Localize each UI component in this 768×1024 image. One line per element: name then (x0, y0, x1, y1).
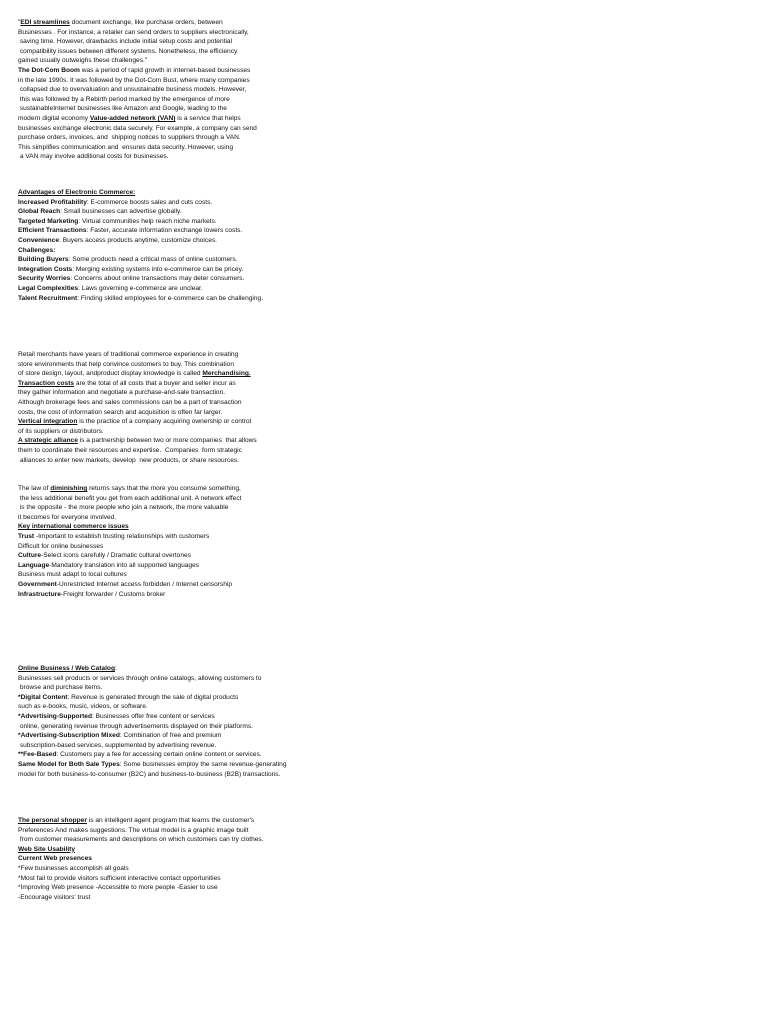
text-run: costs, the cost of information search and acquisition is often far larger. (18, 408, 223, 416)
text-run: online, generating revenue through advertisements displayed on their platforms. (18, 722, 253, 730)
heading-term: Web Site Usability (18, 845, 76, 853)
text-run: Retail merchants have years of traditional commerce experience in creating (18, 351, 239, 358)
text-line (18, 712, 318, 722)
text-line (18, 198, 318, 208)
text-run: : E-commerce boosts sales and cuts costs. (86, 198, 213, 206)
bold-term: Culture (18, 552, 42, 560)
text-run: it becomes for everyone involved. (18, 513, 117, 521)
text-run: : Some businesses employ the same revenue-generating (119, 760, 287, 768)
text-run: Although brokerage fees and sales commissions can be a part of transaction (18, 398, 242, 406)
text-line (18, 674, 318, 684)
text-run: : Businesses offer free content or services (92, 712, 215, 720)
text-line (18, 770, 318, 780)
text-line (18, 255, 318, 265)
text-line (18, 702, 318, 712)
heading-term: Value-added network (VAN) (89, 114, 176, 122)
text-run: is the opposite - the more people who join a network, the more valuable (18, 504, 229, 512)
text-line (18, 522, 318, 532)
text-run: is an intelligent agent program that learns the customer's (86, 817, 255, 824)
text-run: *Improving Web presence -Accessible to more people -Easier to use (18, 884, 218, 892)
text-line (18, 532, 318, 542)
bold-term: Talent Recruitment (18, 294, 78, 302)
text-line (18, 664, 318, 674)
text-line (18, 76, 318, 86)
bold-term: Same Model for Both Sale Types (18, 760, 120, 768)
text-run: them to coordinate their resources and expertise. Companies form strategic (18, 446, 242, 454)
text-run: Businesses . For instance, a retailer can send orders to suppliers electronically, (18, 28, 249, 36)
text-run: : Small businesses can advertise globally. (60, 208, 182, 216)
text-line (18, 246, 318, 256)
heading-term: diminishing (50, 485, 88, 492)
text-run: : Faster, accurate information exchange lowers costs. (86, 227, 243, 235)
section-merchandising-transaction-costs (18, 350, 318, 465)
text-line (18, 893, 318, 903)
text-run: -Important to establish trusting relationships with customers (34, 532, 210, 540)
text-line (18, 114, 318, 124)
text-run: alliances to enter new markets, develop new products, or share resources. (18, 456, 240, 464)
text-line (18, 436, 318, 446)
bold-term: Government (18, 580, 57, 588)
text-run: : Revenue is generated through the sale of digital products (67, 693, 239, 701)
text-run: Difficult for online businesses (18, 542, 104, 550)
text-line (18, 207, 318, 217)
text-run: saving time. However, drawbacks include initial setup costs and potential (18, 38, 233, 46)
text-run: : (114, 665, 117, 672)
text-line (18, 561, 318, 571)
bold-term: *Advertising-Supported (18, 712, 92, 720)
text-run: : Customers pay a fee for accessing certain online content or services. (56, 751, 262, 759)
text-run: -Select icons carefully / Dramatic cultural overtones (41, 552, 191, 560)
text-run: a VAN may involve additional costs for businesses. (18, 153, 169, 161)
bold-term: Efficient Transactions (18, 227, 87, 235)
text-line (18, 398, 318, 408)
bold-term: *Digital Content (18, 693, 68, 701)
text-run: such as e-books, music, videos, or software. (18, 703, 148, 711)
text-line (18, 503, 318, 513)
text-line (18, 152, 318, 162)
heading-term: Vertical integration (18, 418, 78, 426)
text-line (18, 265, 318, 275)
text-line (18, 226, 318, 236)
text-run: sustainableInternet businesses like Amazon and Google, leading to the (18, 105, 227, 113)
text-line (18, 95, 318, 105)
text-run: is the practice of a company acquiring ownership or control (77, 418, 252, 426)
heading-term: Merchandising. (202, 370, 251, 378)
text-run: *Few businesses accomplish all goals (18, 864, 129, 872)
text-line (18, 484, 318, 494)
heading-term: Advantages of Electronic Commerce: (18, 189, 136, 196)
text-run: collapsed due to overvaluation and unsustainable business models. However, (18, 86, 247, 94)
bold-term: The Dot-Com Boom (18, 66, 80, 74)
text-line (18, 37, 318, 47)
text-run: : Virtual communities help reach niche markets. (78, 217, 217, 225)
text-run: Businesses sell products or services through online catalogs, allowing customers to (18, 674, 262, 682)
bold-term: *Advertising-Subscription Mixed (18, 732, 120, 740)
text-run: the less additional benefit you get from each additional unit. A network effect (18, 494, 242, 502)
text-line (18, 379, 318, 389)
text-line (18, 513, 318, 523)
text-line (18, 590, 318, 600)
text-line (18, 85, 318, 95)
text-run: : Combination of free and premium (119, 732, 222, 740)
heading-term: EDI streamlines (20, 19, 70, 26)
text-line (18, 816, 318, 826)
text-line (18, 731, 318, 741)
text-line (18, 350, 318, 360)
section-ecommerce-advantages (18, 188, 318, 303)
text-line (18, 388, 318, 398)
bold-term: Convenience (18, 236, 60, 244)
text-line (18, 360, 318, 370)
heading-term: Key international commerce issues (18, 523, 129, 531)
text-line (18, 570, 318, 580)
text-run: : Some products need a critical mass of online customers. (68, 256, 238, 264)
text-line (18, 284, 318, 294)
text-run: " (18, 19, 21, 26)
text-line (18, 580, 318, 590)
text-run: purchase orders, invoices, and shipping notices to suppliers through a VAN. (18, 134, 241, 142)
text-line (18, 133, 318, 143)
text-line (18, 683, 318, 693)
bold-term: Security Worries (18, 275, 71, 283)
text-line (18, 274, 318, 284)
text-run: The law of (18, 485, 51, 492)
text-line (18, 143, 318, 153)
text-line (18, 18, 318, 28)
text-run: browse and purchase items. (18, 684, 103, 692)
text-run: returns says that the more you consume something, (87, 485, 241, 492)
text-run: -Mandatory translation into all supported languages (49, 561, 200, 569)
text-run: *Most fail to provide visitors sufficient interactive contact opportunities (18, 874, 221, 882)
text-run: of store design, layout, andproduct display knowledge is called (18, 370, 203, 378)
text-run: : Buyers access products anytime, customize choices. (59, 236, 217, 244)
text-line (18, 236, 318, 246)
bold-term: **Fee-Based (18, 751, 57, 759)
bold-term: Integration Costs (18, 265, 73, 273)
section-edi-dotcom-van (18, 18, 318, 162)
bold-term: Challenges: (18, 246, 56, 254)
text-line (18, 551, 318, 561)
text-run: are the total of all costs that a buyer and seller incur as (74, 379, 236, 387)
text-run: -Freight forwarder / Customs broker (60, 590, 166, 598)
text-line (18, 854, 318, 864)
heading-term: Transaction costs (18, 379, 75, 387)
text-line (18, 369, 318, 379)
bold-term: Global Reach (18, 208, 61, 216)
text-line (18, 722, 318, 732)
text-line (18, 883, 318, 893)
text-run: Business must adapt to local cultures (18, 571, 127, 579)
heading-term: Online Business / Web Catalog (18, 665, 115, 672)
text-line (18, 56, 318, 66)
heading-term: The personal shopper (18, 817, 87, 824)
text-line (18, 456, 318, 466)
text-line (18, 845, 318, 855)
heading-term: A strategic alliance (18, 437, 78, 445)
section-personal-shopper-usability (18, 816, 318, 902)
text-run: in the late 1990s. It was followed by the Dot-Com Bust, where many companies (18, 76, 250, 84)
text-run: Preferences And makes suggestions. The virtual model is a graphic image built (18, 826, 249, 834)
text-run: -Unrestricted Internet access forbidden / Internet censorship (56, 580, 233, 588)
text-line (18, 124, 318, 134)
text-line (18, 294, 318, 304)
text-run: from customer measurements and descriptions on which customers can try clothes. (18, 836, 264, 844)
text-run: This simplifies communication and ensures data security. However, using (18, 143, 234, 151)
text-run: they gather information and negotiate a purchase-and-sale transaction. (18, 389, 226, 397)
text-line (18, 494, 318, 504)
text-line (18, 874, 318, 884)
text-run: of its suppliers or distributors. (18, 427, 104, 435)
text-run: document exchange, like purchase orders, between (69, 19, 223, 26)
text-line (18, 427, 318, 437)
text-run: businesses exchange electronic data securely. For example, a company can send (18, 124, 257, 132)
text-run: : Finding skilled employees for e-commerce can be challenging. (77, 294, 264, 302)
text-line (18, 417, 318, 427)
text-line (18, 835, 318, 845)
text-line (18, 542, 318, 552)
text-line (18, 864, 318, 874)
text-line (18, 28, 318, 38)
bold-term: Infrastructure (18, 590, 61, 598)
text-line (18, 760, 318, 770)
text-line (18, 826, 318, 836)
text-line (18, 217, 318, 227)
bold-term: Trust (18, 532, 35, 540)
text-run: : Merging existing systems into e-commerce can be pricey. (72, 265, 244, 273)
text-run: is a partnership between two or more companies that allows (77, 437, 257, 445)
text-line (18, 446, 318, 456)
bold-term: Legal Complexities (18, 284, 79, 292)
bold-term: Language (18, 561, 50, 569)
section-international-commerce (18, 484, 318, 599)
section-online-business-models (18, 664, 318, 779)
bold-term: Increased Profitability (18, 198, 87, 206)
text-run: modern digital economy (18, 114, 90, 122)
text-run: subscription-based services, supplemented by advertising revenue. (18, 741, 217, 749)
text-run: compatibility issues between different systems. Nonetheless, the efficiency (18, 47, 238, 55)
text-run: this was followed by a Rebirth period marked by the emergence of more (18, 95, 230, 103)
bold-term: Current Web presences (18, 855, 92, 863)
text-line (18, 188, 318, 198)
text-line (18, 693, 318, 703)
text-run: was a period of rapid growth in internet-based businesses (79, 66, 251, 74)
text-run: is a service that helps (175, 114, 241, 122)
text-line (18, 47, 318, 57)
bold-term: Building Buyers (18, 256, 69, 264)
text-run: -Encourage visitors' trust (18, 893, 91, 901)
text-run: : Concerns about online transactions may deter consumers. (70, 275, 245, 283)
text-line (18, 741, 318, 751)
text-line (18, 408, 318, 418)
text-run: gained usually outweighs these challenges." (18, 57, 148, 65)
text-run: : Laws governing e-commerce are unclear. (78, 284, 203, 292)
text-line (18, 66, 318, 76)
text-run: model for both business-to-consumer (B2C) and business-to-business (B2B) transactions. (18, 770, 281, 778)
bold-term: Targeted Marketing (18, 217, 79, 225)
text-run: store environments that help convince customers to buy. This combination (18, 360, 234, 368)
text-line (18, 750, 318, 760)
text-line (18, 104, 318, 114)
